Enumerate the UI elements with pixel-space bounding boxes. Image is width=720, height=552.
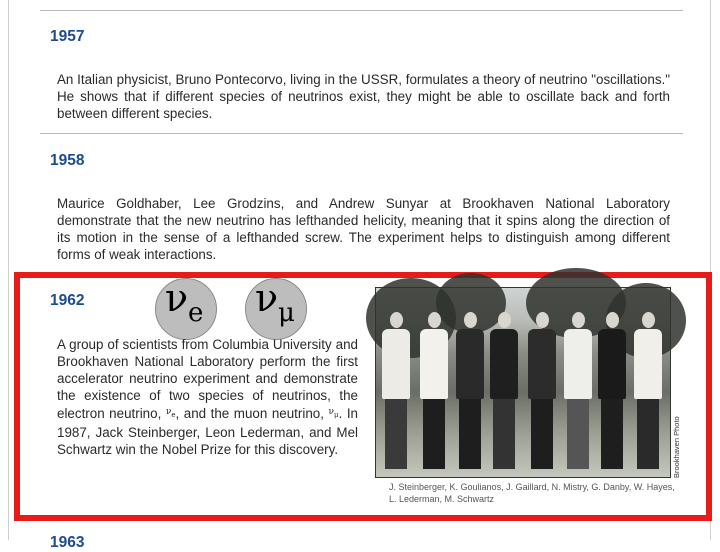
section-divider	[40, 133, 683, 134]
entry-text-1958: Maurice Goldhaber, Lee Grodzins, and Andrew Sunyar at Brookhaven National Laboratory demonstrate that the new neutrino has lefthanded helicity, meaning that it spins along the direction of its motion in the sense of a lefthanded screw. The experiment helps to distinguish among different forms of weak interactions.	[57, 196, 670, 262]
next-year-heading-partial: 1963	[50, 534, 85, 551]
photo-person	[598, 312, 626, 469]
entry-text-1962-part2: , and the muon neutrino,	[175, 406, 329, 421]
year-heading-1957: 1957	[50, 28, 85, 45]
year-heading-1958: 1958	[50, 152, 85, 169]
muon-neutrino-inline-symbol: νμ	[328, 407, 339, 419]
photo-person	[564, 312, 592, 469]
photo-person	[490, 312, 518, 469]
entry-text-1962	[57, 336, 358, 458]
photo-person	[420, 312, 448, 469]
electron-subscript: e	[188, 298, 204, 328]
muon-subscript: μ	[278, 298, 295, 328]
photo-person	[382, 312, 410, 469]
electron-neutrino-inline-symbol: νe	[165, 407, 176, 419]
entry-text-1962-part3: . In 1987, Jack Steinberger, Leon Lederman, and Mel Schwartz win the Nobel Prize for this discovery.	[57, 406, 358, 457]
photo-person	[634, 312, 662, 469]
photo-person	[528, 312, 556, 469]
year-heading-1962: 1962	[50, 292, 85, 309]
nu-glyph: ν	[165, 276, 189, 320]
photo-person	[456, 312, 484, 469]
electron-neutrino-symbol	[155, 278, 217, 340]
photo-caption: J. Steinberger, K. Goulianos, J. Gaillard, N. Mistry, G. Danby, W. Hayes, L. Lederman, M. Schwartz	[389, 482, 675, 504]
nu-glyph: ν	[255, 276, 279, 320]
entry-text-1957: An Italian physicist, Bruno Pontecorvo, living in the USSR, formulates a theory of neutrino "oscillations." He shows that if different species of neutrinos exist, they might be able to oscillate back and forth between different species.	[57, 72, 670, 121]
entry-text-1962-part1: A group of scientists from Columbia University and Brookhaven National Laboratory perform the first accelerator neutrino experiment and demonstrate the existence of two species of neutrinos, the electron neutrino,	[57, 337, 358, 421]
left-page-border	[8, 0, 9, 540]
muon-neutrino-symbol	[245, 278, 307, 340]
scientists-group-photo	[375, 287, 671, 478]
photo-credit-text: Brookhaven Photo	[672, 416, 681, 478]
top-divider	[40, 10, 683, 11]
